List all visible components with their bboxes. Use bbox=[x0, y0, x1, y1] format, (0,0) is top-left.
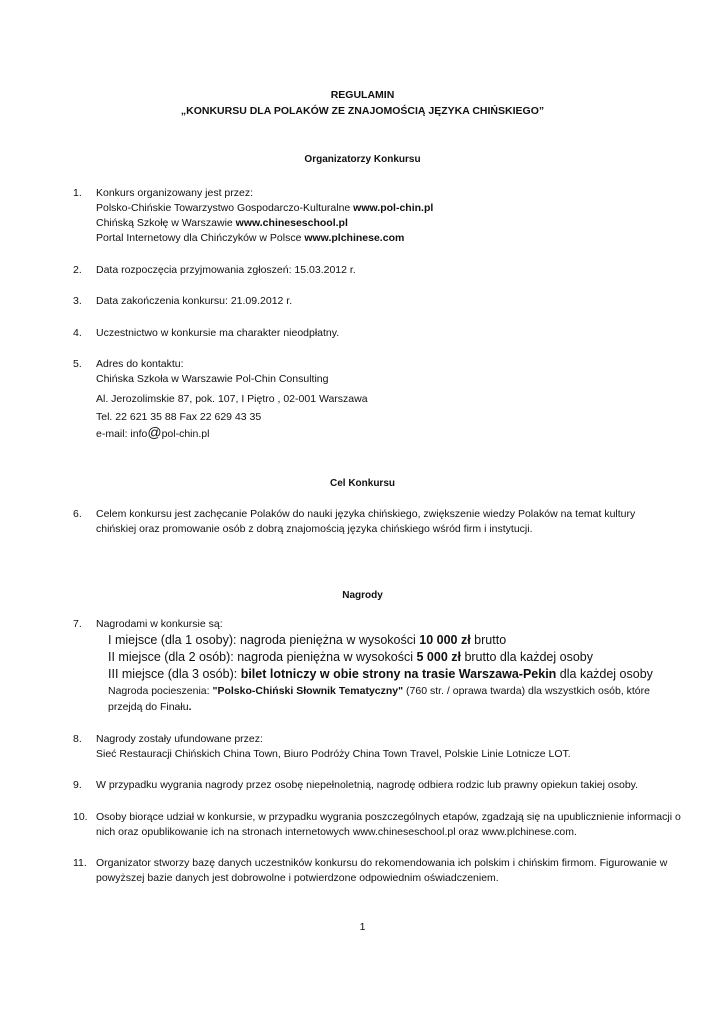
prize-consolation bbox=[108, 683, 676, 700]
prize-second-desc: II miejsce (dla 2 osób): nagroda pieniężna w wysokości bbox=[108, 650, 417, 664]
sponsors-heading: Nagrody zostały ufundowane przez: bbox=[96, 733, 263, 745]
contact-heading: Adres do kontaktu: bbox=[96, 358, 184, 370]
prize-second bbox=[108, 649, 676, 666]
email-domain: pol-chin.pl bbox=[161, 428, 210, 440]
page-number: 1 bbox=[359, 921, 366, 933]
item-1-line-3 bbox=[96, 216, 676, 231]
item-number-3: 3. bbox=[73, 295, 82, 307]
item-number-10: 10. bbox=[73, 811, 88, 823]
item-2: Data rozpoczęcia przyjmowania zgłoszeń: 15.03.2012 r. bbox=[96, 264, 356, 276]
contact-email bbox=[96, 425, 676, 442]
section-heading-goal: Cel Konkursu bbox=[329, 478, 395, 489]
prize-consolation-final: przejdą do Finału bbox=[108, 701, 189, 713]
prizes-list bbox=[96, 632, 676, 715]
item-number-2: 2. bbox=[73, 264, 82, 276]
item-number-11: 11. bbox=[73, 857, 87, 869]
prize-third-desc: III miejsce (dla 3 osób): bbox=[108, 667, 241, 681]
item-number-5: 5. bbox=[73, 358, 82, 370]
item-10 bbox=[96, 810, 681, 840]
prize-consolation-desc: Nagroda pocieszenia: bbox=[108, 685, 213, 697]
item-number-6: 6. bbox=[73, 508, 82, 520]
contact-organization: Chińska Szkoła w Warszawie Pol-Chin Consulting bbox=[96, 373, 329, 385]
contact-phone: Tel. 22 621 35 88 Fax 22 629 43 35 bbox=[96, 411, 262, 423]
organizer-3-url: www.plchinese.com bbox=[304, 232, 405, 244]
organizer-1-url: www.pol-chin.pl bbox=[353, 202, 434, 214]
organizer-3-name: Portal Internetowy dla Chińczyków w Polsce bbox=[96, 232, 305, 244]
organizer-2-url: www.chineseschool.pl bbox=[235, 217, 348, 229]
item-11 bbox=[96, 856, 676, 886]
prize-consolation-book: "Polsko-Chiński Słownik Tematyczny" bbox=[212, 685, 404, 697]
prize-second-amount: 5 000 zł bbox=[416, 650, 461, 664]
email-at-sign: @ bbox=[147, 424, 162, 440]
item-8 bbox=[96, 732, 676, 762]
item-5 bbox=[96, 357, 676, 442]
contact-address: Al. Jerozolimskie 87, pok. 107, I Piętro , 02-001 Warszawa bbox=[96, 393, 368, 405]
prize-first-amount: 10 000 zł bbox=[419, 633, 471, 647]
prize-second-suffix: brutto dla każdej osoby bbox=[460, 650, 593, 664]
item-number-1: 1. bbox=[73, 187, 82, 199]
document-subtitle: „KONKURSU DLA POLAKÓW ZE ZNAJOMOŚCIĄ JĘZYKA CHIŃSKIEGO” bbox=[180, 105, 545, 117]
item-10-line-1: Osoby biorące udział w konkursie, w przypadku wygrania poszczególnych etapów, zgadzają się na upublicznienie informacji o bbox=[96, 811, 681, 823]
section-heading-prizes: Nagrody bbox=[342, 590, 383, 601]
sponsors-list: Sieć Restauracji Chińskich China Town, Biuro Podróży China Town Travel, Polskie Linie Lotnicze LOT. bbox=[96, 748, 571, 760]
item-11-line-1: Organizator stworzy bazę danych uczestników konkursu do rekomendowania ich polskim i chińskim firmom. Figurowanie w bbox=[96, 857, 668, 869]
item-11-line-2: powyższej bazie danych jest dobrowolne i potwierdzone odpowiednim oświadczeniem. bbox=[96, 872, 499, 884]
prizes-intro: Nagrodami w konkursie są: bbox=[96, 618, 223, 630]
prize-third-ticket: bilet lotniczy w obie strony na trasie Warszawa-Pekin bbox=[240, 667, 557, 681]
item-1-line-2 bbox=[96, 201, 676, 216]
prize-third-suffix: dla każdej osoby bbox=[556, 667, 653, 681]
email-prefix: e-mail: info bbox=[96, 428, 148, 440]
item-number-7: 7. bbox=[73, 618, 82, 630]
item-1 bbox=[96, 186, 676, 246]
prize-first-desc: I miejsce (dla 1 osoby): nagroda pieniężna w wysokości bbox=[108, 633, 420, 647]
item-number-9: 9. bbox=[73, 779, 82, 791]
prize-consolation-cont bbox=[108, 700, 676, 715]
item-7 bbox=[96, 617, 676, 715]
item-1-line-4 bbox=[96, 231, 676, 246]
organizer-2-name: Chińską Szkołę w Warszawie bbox=[96, 217, 236, 229]
item-number-4: 4. bbox=[73, 327, 82, 339]
document-title: REGULAMIN bbox=[330, 89, 395, 101]
prize-first bbox=[108, 632, 676, 649]
prize-consolation-details: (760 str. / oprawa twarda) dla wszystkich osób, które bbox=[403, 685, 650, 697]
prize-consolation-period: . bbox=[188, 701, 192, 713]
prize-third bbox=[108, 666, 676, 683]
item-4: Uczestnictwo w konkursie ma charakter nieodpłatny. bbox=[96, 327, 340, 339]
item-6: Celem konkursu jest zachęcanie Polaków do nauki języka chińskiego, zwiększenie wiedzy Polaków na temat kultury chińskiej oraz promowanie osób z dobrą znajomością języka chińskiego wśród firm i instytucji. bbox=[96, 508, 636, 535]
prize-first-suffix: brutto bbox=[470, 633, 507, 647]
item-1-line-1: Konkurs organizowany jest przez: bbox=[96, 187, 253, 199]
organizer-1-name: Polsko-Chińskie Towarzystwo Gospodarczo-Kulturalne bbox=[96, 202, 354, 214]
item-number-8: 8. bbox=[73, 733, 82, 745]
item-10-line-2: nich oraz opublikowanie ich na stronach internetowych www.chineseschool.pl oraz www.plchinese.com. bbox=[96, 826, 577, 838]
section-heading-organizers: Organizatorzy Konkursu bbox=[304, 154, 421, 165]
item-9: W przypadku wygrania nagrody przez osobę niepełnoletnią, nagrodę odbiera rodzic lub prawny opiekun takiej osoby. bbox=[96, 779, 639, 791]
item-3: Data zakończenia konkursu: 21.09.2012 r. bbox=[96, 295, 293, 307]
